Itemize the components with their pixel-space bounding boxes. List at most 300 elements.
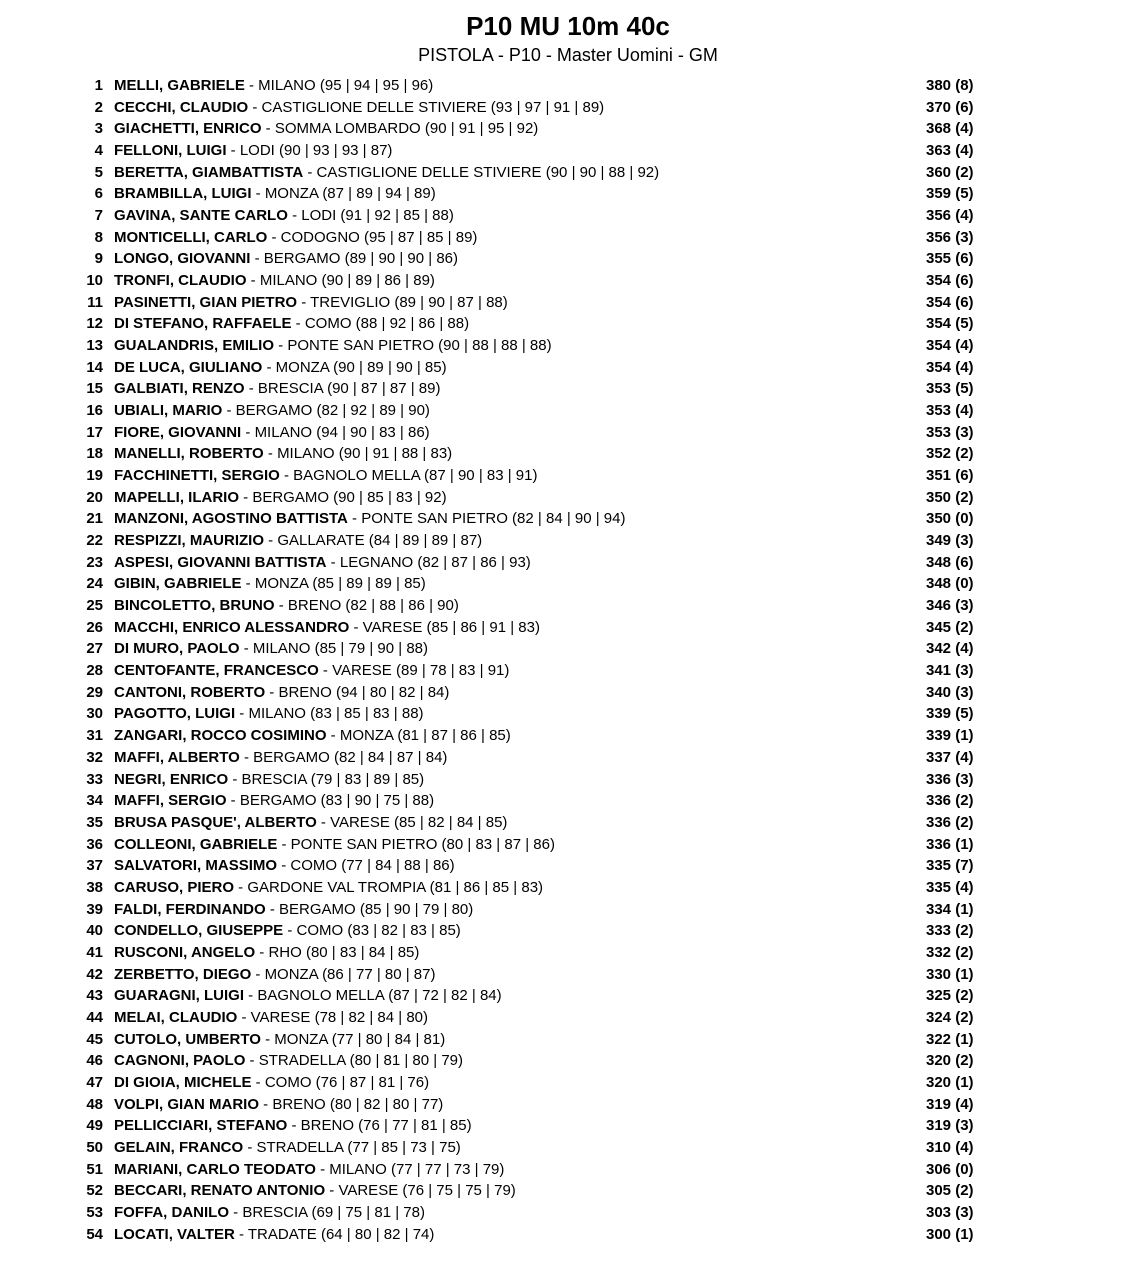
athlete-club-series: - MILANO (83 | 85 | 83 | 88) xyxy=(235,705,424,723)
result-score: 353 (5) xyxy=(926,380,974,398)
result-score: 341 (3) xyxy=(926,662,974,680)
result-rank: 31 xyxy=(86,727,103,745)
result-score: 333 (2) xyxy=(926,922,974,940)
athlete-name: GIACHETTI, ENRICO xyxy=(114,120,262,138)
athlete-name: ZERBETTO, DIEGO xyxy=(114,965,252,983)
result-rank: 6 xyxy=(94,185,103,203)
result-score: 348 (6) xyxy=(926,553,974,571)
result-score: 346 (3) xyxy=(926,597,974,615)
result-rank: 38 xyxy=(86,878,103,896)
athlete-club-series: - BERGAMO (83 | 90 | 75 | 88) xyxy=(226,792,435,810)
athlete-club-series: - BRENO (80 | 82 | 80 | 77) xyxy=(259,1095,444,1113)
result-rank: 13 xyxy=(86,337,103,355)
result-rank: 24 xyxy=(86,575,103,593)
result-athlete xyxy=(114,899,473,921)
result-rank: 10 xyxy=(86,272,103,290)
athlete-club-series: - MONZA (86 | 77 | 80 | 87) xyxy=(251,965,436,983)
result-rank: 44 xyxy=(86,1008,103,1026)
athlete-name: LONGO, GIOVANNI xyxy=(114,250,251,268)
athlete-name: FELLONI, LUIGI xyxy=(114,142,227,160)
result-score: 350 (0) xyxy=(926,510,974,528)
athlete-name: MANELLI, ROBERTO xyxy=(114,445,264,463)
result-athlete xyxy=(114,1094,443,1116)
result-score: 356 (3) xyxy=(926,228,974,246)
result-rank: 21 xyxy=(86,510,103,528)
athlete-club-series: - LEGNANO (82 | 87 | 86 | 93) xyxy=(326,553,531,571)
athlete-name: FACCHINETTI, SERGIO xyxy=(114,467,280,485)
result-athlete xyxy=(114,552,531,574)
result-score: 330 (1) xyxy=(926,965,974,983)
result-row xyxy=(0,1094,1136,1116)
result-score: 380 (8) xyxy=(926,77,974,94)
athlete-name: DI STEFANO, RAFFAELE xyxy=(114,315,292,333)
result-rank: 20 xyxy=(86,488,103,506)
result-score: 320 (1) xyxy=(926,1073,974,1091)
result-athlete xyxy=(114,638,428,660)
athlete-club-series: - VARESE (89 | 78 | 83 | 91) xyxy=(318,662,510,680)
athlete-club-series: - CASTIGLIONE DELLE STIVIERE (93 | 97 | 91 | 89) xyxy=(248,98,605,116)
result-athlete xyxy=(114,1137,461,1159)
result-athlete xyxy=(114,964,436,986)
result-row xyxy=(0,552,1136,574)
result-athlete xyxy=(114,920,461,942)
result-row xyxy=(0,162,1136,184)
athlete-name: MARIANI, CARLO TEODATO xyxy=(114,1160,316,1178)
result-score: 368 (4) xyxy=(926,120,974,138)
result-score: 332 (2) xyxy=(926,943,974,961)
result-score: 325 (2) xyxy=(926,987,974,1005)
result-row xyxy=(0,573,1136,595)
result-athlete xyxy=(114,443,452,465)
result-athlete xyxy=(114,465,537,487)
athlete-club-series: - BRESCIA (69 | 75 | 81 | 78) xyxy=(229,1203,425,1221)
result-rank: 12 xyxy=(86,315,103,333)
result-athlete xyxy=(114,292,508,314)
result-athlete xyxy=(114,75,433,97)
result-athlete xyxy=(114,97,604,119)
athlete-name: PAGOTTO, LUIGI xyxy=(114,705,236,723)
result-row xyxy=(0,97,1136,119)
result-row xyxy=(0,1050,1136,1072)
result-score: 354 (4) xyxy=(926,358,974,376)
result-score: 363 (4) xyxy=(926,142,974,160)
result-athlete xyxy=(114,1029,445,1051)
result-rank: 48 xyxy=(86,1095,103,1113)
result-row xyxy=(0,270,1136,292)
result-row xyxy=(0,313,1136,335)
athlete-name: CANTONI, ROBERTO xyxy=(114,683,266,701)
athlete-club-series: - MONZA (77 | 80 | 84 | 81) xyxy=(260,1030,446,1048)
result-rank: 28 xyxy=(86,662,103,680)
athlete-club-series: - MILANO (90 | 91 | 88 | 83) xyxy=(263,445,453,463)
result-rank: 23 xyxy=(86,553,103,571)
athlete-name: UBIALI, MARIO xyxy=(114,402,223,420)
result-athlete xyxy=(114,118,538,140)
athlete-club-series: - MILANO (85 | 79 | 90 | 88) xyxy=(239,640,428,658)
result-athlete xyxy=(114,595,459,617)
athlete-name: TRONFI, CLAUDIO xyxy=(114,272,247,290)
result-score: 339 (1) xyxy=(926,727,974,745)
result-rank: 43 xyxy=(86,987,103,1005)
result-row xyxy=(0,400,1136,422)
result-rank: 35 xyxy=(86,813,103,831)
athlete-club-series: - MONZA (87 | 89 | 94 | 89) xyxy=(251,185,436,203)
athlete-name: MELLI, GABRIELE xyxy=(114,77,245,94)
athlete-name: BECCARI, RENATO ANTONIO xyxy=(114,1182,326,1200)
result-score: 300 (1) xyxy=(926,1225,974,1243)
athlete-club-series: - LODI (90 | 93 | 93 | 87) xyxy=(226,142,393,160)
athlete-name: NEGRI, ENRICO xyxy=(114,770,229,788)
result-row xyxy=(0,725,1136,747)
result-athlete xyxy=(114,1159,504,1181)
athlete-name: CECCHI, CLAUDIO xyxy=(114,98,249,116)
athlete-club-series: - COMO (88 | 92 | 86 | 88) xyxy=(291,315,470,333)
result-row xyxy=(0,205,1136,227)
result-score: 334 (1) xyxy=(926,900,974,918)
athlete-name: MAFFI, ALBERTO xyxy=(114,748,240,766)
result-row xyxy=(0,465,1136,487)
result-score: 335 (4) xyxy=(926,878,974,896)
result-score: 354 (6) xyxy=(926,293,974,311)
result-rank: 41 xyxy=(86,943,103,961)
athlete-club-series: - MILANO (95 | 94 | 95 | 96) xyxy=(244,77,434,94)
athlete-club-series: - BRESCIA (90 | 87 | 87 | 89) xyxy=(244,380,441,398)
result-row xyxy=(0,1159,1136,1181)
result-athlete xyxy=(114,747,447,769)
athlete-club-series: - MILANO (94 | 90 | 83 | 86) xyxy=(241,423,430,441)
result-athlete xyxy=(114,1072,429,1094)
result-rank: 18 xyxy=(86,445,103,463)
result-score: 336 (2) xyxy=(926,813,974,831)
result-row xyxy=(0,1202,1136,1224)
athlete-club-series: - VARESE (85 | 86 | 91 | 83) xyxy=(349,618,540,636)
result-athlete xyxy=(114,834,555,856)
result-rank: 26 xyxy=(86,618,103,636)
result-score: 370 (6) xyxy=(926,98,974,116)
result-score: 324 (2) xyxy=(926,1008,974,1026)
athlete-club-series: - TREVIGLIO (89 | 90 | 87 | 88) xyxy=(297,293,508,311)
result-row xyxy=(0,422,1136,444)
athlete-name: DE LUCA, GIULIANO xyxy=(114,358,263,376)
athlete-club-series: - BAGNOLO MELLA (87 | 90 | 83 | 91) xyxy=(279,467,538,485)
result-athlete xyxy=(114,1224,434,1246)
result-athlete xyxy=(114,725,511,747)
result-row xyxy=(0,964,1136,986)
athlete-club-series: - BERGAMO (85 | 90 | 79 | 80) xyxy=(265,900,474,918)
athlete-name: BRUSA PASQUE', ALBERTO xyxy=(114,813,317,831)
result-rank: 34 xyxy=(86,792,103,810)
result-score: 356 (4) xyxy=(926,207,974,225)
result-row xyxy=(0,617,1136,639)
athlete-club-series: - BRESCIA (79 | 83 | 89 | 85) xyxy=(228,770,425,788)
athlete-club-series: - CODOGNO (95 | 87 | 85 | 89) xyxy=(267,228,478,246)
result-score: 354 (6) xyxy=(926,272,974,290)
result-score: 336 (2) xyxy=(926,792,974,810)
athlete-club-series: - COMO (77 | 84 | 88 | 86) xyxy=(277,857,455,875)
athlete-name: DI MURO, PAOLO xyxy=(114,640,240,658)
athlete-club-series: - PONTE SAN PIETRO (82 | 84 | 90 | 94) xyxy=(347,510,626,528)
result-athlete xyxy=(114,985,502,1007)
page-subtitle: PISTOLA - P10 - Master Uomini - GM xyxy=(418,45,718,65)
result-rank: 27 xyxy=(86,640,103,658)
athlete-name: GAVINA, SANTE CARLO xyxy=(114,207,288,225)
result-athlete xyxy=(114,942,419,964)
result-rank: 39 xyxy=(86,900,103,918)
athlete-name: SALVATORI, MASSIMO xyxy=(114,857,278,875)
athlete-name: GUALANDRIS, EMILIO xyxy=(114,337,274,355)
result-athlete xyxy=(114,422,430,444)
result-score: 359 (5) xyxy=(926,185,974,203)
result-score: 353 (3) xyxy=(926,423,974,441)
result-score: 320 (2) xyxy=(926,1052,974,1070)
result-row xyxy=(0,1115,1136,1137)
result-athlete xyxy=(114,162,659,184)
athlete-name: MANZONI, AGOSTINO BATTISTA xyxy=(114,510,348,528)
result-athlete xyxy=(114,530,482,552)
result-rank: 9 xyxy=(94,250,103,268)
result-score: 354 (4) xyxy=(926,337,974,355)
result-rank: 40 xyxy=(86,922,103,940)
result-athlete xyxy=(114,703,424,725)
result-rank: 1 xyxy=(94,77,103,94)
result-athlete xyxy=(114,1050,463,1072)
athlete-name: CENTOFANTE, FRANCESCO xyxy=(114,662,319,680)
athlete-name: MAFFI, SERGIO xyxy=(114,792,227,810)
athlete-club-series: - SOMMA LOMBARDO (90 | 91 | 95 | 92) xyxy=(261,120,539,138)
result-score: 350 (2) xyxy=(926,488,974,506)
result-rank: 30 xyxy=(86,705,103,723)
result-athlete xyxy=(114,790,434,812)
result-score: 360 (2) xyxy=(926,163,974,181)
result-rank: 51 xyxy=(86,1160,103,1178)
result-athlete xyxy=(114,205,454,227)
athlete-club-series: - CASTIGLIONE DELLE STIVIERE (90 | 90 | 88 | 92) xyxy=(303,163,660,181)
result-score: 345 (2) xyxy=(926,618,974,636)
result-rank: 37 xyxy=(86,857,103,875)
result-row xyxy=(0,335,1136,357)
athlete-club-series: - RHO (80 | 83 | 84 | 85) xyxy=(255,943,420,961)
result-row xyxy=(0,812,1136,834)
result-row xyxy=(0,183,1136,205)
athlete-club-series: - MILANO (90 | 89 | 86 | 89) xyxy=(246,272,435,290)
athlete-name: BINCOLETTO, BRUNO xyxy=(114,597,275,615)
result-row xyxy=(0,682,1136,704)
athlete-name: BERETTA, GIAMBATTISTA xyxy=(114,163,304,181)
athlete-name: GIBIN, GABRIELE xyxy=(114,575,242,593)
result-rank: 45 xyxy=(86,1030,103,1048)
athlete-club-series: - COMO (83 | 82 | 83 | 85) xyxy=(283,922,461,940)
result-rank: 36 xyxy=(86,835,103,853)
result-athlete xyxy=(114,378,441,400)
result-score: 336 (3) xyxy=(926,770,974,788)
result-rank: 29 xyxy=(86,683,103,701)
result-rank: 8 xyxy=(94,228,103,246)
result-athlete xyxy=(114,1007,428,1029)
athlete-name: MELAI, CLAUDIO xyxy=(114,1008,238,1026)
result-rank: 49 xyxy=(86,1117,103,1135)
result-athlete xyxy=(114,487,447,509)
result-rank: 19 xyxy=(86,467,103,485)
athlete-name: RUSCONI, ANGELO xyxy=(114,943,256,961)
result-score: 339 (5) xyxy=(926,705,974,723)
result-athlete xyxy=(114,1180,516,1202)
result-rank: 5 xyxy=(94,163,103,181)
result-rank: 25 xyxy=(86,597,103,615)
results-list xyxy=(0,75,1136,1245)
athlete-club-series: - LODI (91 | 92 | 85 | 88) xyxy=(287,207,454,225)
result-row xyxy=(0,227,1136,249)
result-row xyxy=(0,75,1136,97)
result-row xyxy=(0,1224,1136,1246)
result-row xyxy=(0,638,1136,660)
athlete-name: ZANGARI, ROCCO COSIMINO xyxy=(114,727,327,745)
result-row xyxy=(0,487,1136,509)
athlete-club-series: - GARDONE VAL TROMPIA (81 | 86 | 85 | 83) xyxy=(234,878,544,896)
athlete-name: GELAIN, FRANCO xyxy=(114,1138,244,1156)
result-athlete xyxy=(114,270,435,292)
result-row xyxy=(0,703,1136,725)
athlete-club-series: - VARESE (78 | 82 | 84 | 80) xyxy=(237,1008,428,1026)
athlete-club-series: - BERGAMO (90 | 85 | 83 | 92) xyxy=(239,488,447,506)
result-row xyxy=(0,769,1136,791)
result-athlete xyxy=(114,313,469,335)
result-athlete xyxy=(114,877,543,899)
result-row xyxy=(0,443,1136,465)
result-rank: 22 xyxy=(86,532,103,550)
result-row xyxy=(0,1180,1136,1202)
athlete-club-series: - MONZA (90 | 89 | 90 | 85) xyxy=(262,358,447,376)
result-athlete xyxy=(114,508,626,530)
result-row xyxy=(0,747,1136,769)
athlete-name: FOFFA, DANILO xyxy=(114,1203,229,1221)
result-row xyxy=(0,1137,1136,1159)
result-row xyxy=(0,1007,1136,1029)
result-rank: 14 xyxy=(86,358,103,376)
result-rank: 2 xyxy=(94,98,103,116)
result-score: 305 (2) xyxy=(926,1182,974,1200)
result-score: 337 (4) xyxy=(926,748,974,766)
result-athlete xyxy=(114,227,477,249)
result-athlete xyxy=(114,183,436,205)
result-rank: 15 xyxy=(86,380,103,398)
athlete-club-series: - BERGAMO (82 | 92 | 89 | 90) xyxy=(222,402,430,420)
result-rank: 54 xyxy=(86,1225,103,1243)
result-rank: 7 xyxy=(94,207,103,225)
result-score: 340 (3) xyxy=(926,683,974,701)
athlete-name: CARUSO, PIERO xyxy=(114,878,235,896)
result-row xyxy=(0,292,1136,314)
result-athlete xyxy=(114,335,552,357)
result-row xyxy=(0,855,1136,877)
result-athlete xyxy=(114,769,424,791)
result-score: 319 (4) xyxy=(926,1095,974,1113)
athlete-club-series: - BAGNOLO MELLA (87 | 72 | 82 | 84) xyxy=(244,987,502,1005)
result-row xyxy=(0,1072,1136,1094)
result-row xyxy=(0,118,1136,140)
result-score: 319 (3) xyxy=(926,1117,974,1135)
athlete-name: RESPIZZI, MAURIZIO xyxy=(114,532,264,550)
result-score: 335 (7) xyxy=(926,857,974,875)
result-score: 352 (2) xyxy=(926,445,974,463)
result-row xyxy=(0,530,1136,552)
result-rank: 52 xyxy=(86,1182,103,1200)
athlete-name: PASINETTI, GIAN PIETRO xyxy=(114,293,298,311)
athlete-club-series: - TRADATE (64 | 80 | 82 | 74) xyxy=(234,1225,435,1243)
athlete-name: DI GIOIA, MICHELE xyxy=(114,1073,252,1091)
athlete-club-series: - COMO (76 | 87 | 81 | 76) xyxy=(251,1073,430,1091)
result-row xyxy=(0,248,1136,270)
result-athlete xyxy=(114,1115,472,1137)
athlete-club-series: - PONTE SAN PIETRO (80 | 83 | 87 | 86) xyxy=(277,835,555,853)
athlete-club-series: - BERGAMO (89 | 90 | 90 | 86) xyxy=(250,250,459,268)
result-athlete xyxy=(114,812,507,834)
athlete-club-series: - VARESE (85 | 82 | 84 | 85) xyxy=(316,813,508,831)
page-title: P10 MU 10m 40c xyxy=(466,11,670,41)
result-rank: 4 xyxy=(94,142,103,160)
result-rank: 53 xyxy=(86,1203,103,1221)
result-athlete xyxy=(114,400,430,422)
athlete-name: LOCATI, VALTER xyxy=(114,1225,235,1243)
athlete-name: MAPELLI, ILARIO xyxy=(114,488,239,506)
athlete-name: BRAMBILLA, LUIGI xyxy=(114,185,252,203)
result-row xyxy=(0,357,1136,379)
athlete-name: PELLICCIARI, STEFANO xyxy=(114,1117,288,1135)
athlete-name: FALDI, FERDINANDO xyxy=(114,900,266,918)
result-rank: 47 xyxy=(86,1073,103,1091)
athlete-club-series: - BERGAMO (82 | 84 | 87 | 84) xyxy=(239,748,448,766)
result-score: 322 (1) xyxy=(926,1030,974,1048)
athlete-club-series: - MONZA (85 | 89 | 89 | 85) xyxy=(241,575,426,593)
result-row xyxy=(0,920,1136,942)
athlete-name: CAGNONI, PAOLO xyxy=(114,1052,246,1070)
result-row xyxy=(0,660,1136,682)
result-rank: 46 xyxy=(86,1052,103,1070)
result-score: 351 (6) xyxy=(926,467,974,485)
result-score: 355 (6) xyxy=(926,250,974,268)
result-rank: 32 xyxy=(86,748,103,766)
athlete-name: CONDELLO, GIUSEPPE xyxy=(114,922,284,940)
athlete-club-series: - VARESE (76 | 75 | 75 | 79) xyxy=(325,1182,516,1200)
athlete-name: FIORE, GIOVANNI xyxy=(114,423,242,441)
result-row xyxy=(0,790,1136,812)
athlete-name: GUARAGNI, LUIGI xyxy=(114,987,244,1005)
result-score: 348 (0) xyxy=(926,575,974,593)
result-rank: 3 xyxy=(94,120,103,138)
result-row xyxy=(0,595,1136,617)
athlete-club-series: - STRADELLA (80 | 81 | 80 | 79) xyxy=(245,1052,464,1070)
result-athlete xyxy=(114,1202,425,1224)
athlete-club-series: - MILANO (77 | 77 | 73 | 79) xyxy=(315,1160,505,1178)
result-score: 310 (4) xyxy=(926,1138,974,1156)
athlete-club-series: - MONZA (81 | 87 | 86 | 85) xyxy=(326,727,511,745)
athlete-club-series: - BRENO (76 | 77 | 81 | 85) xyxy=(287,1117,472,1135)
athlete-club-series: - STRADELLA (77 | 85 | 73 | 75) xyxy=(243,1138,461,1156)
result-athlete xyxy=(114,660,509,682)
result-rank: 50 xyxy=(86,1138,103,1156)
result-score: 336 (1) xyxy=(926,835,974,853)
result-athlete xyxy=(114,248,458,270)
athlete-name: COLLEONI, GABRIELE xyxy=(114,835,278,853)
result-athlete xyxy=(114,357,447,379)
result-row xyxy=(0,1029,1136,1051)
athlete-club-series: - BRENO (94 | 80 | 82 | 84) xyxy=(265,683,450,701)
result-rank: 16 xyxy=(86,402,103,420)
result-rank: 42 xyxy=(86,965,103,983)
result-score: 342 (4) xyxy=(926,640,974,658)
result-row xyxy=(0,985,1136,1007)
result-row xyxy=(0,899,1136,921)
result-score: 353 (4) xyxy=(926,402,974,420)
